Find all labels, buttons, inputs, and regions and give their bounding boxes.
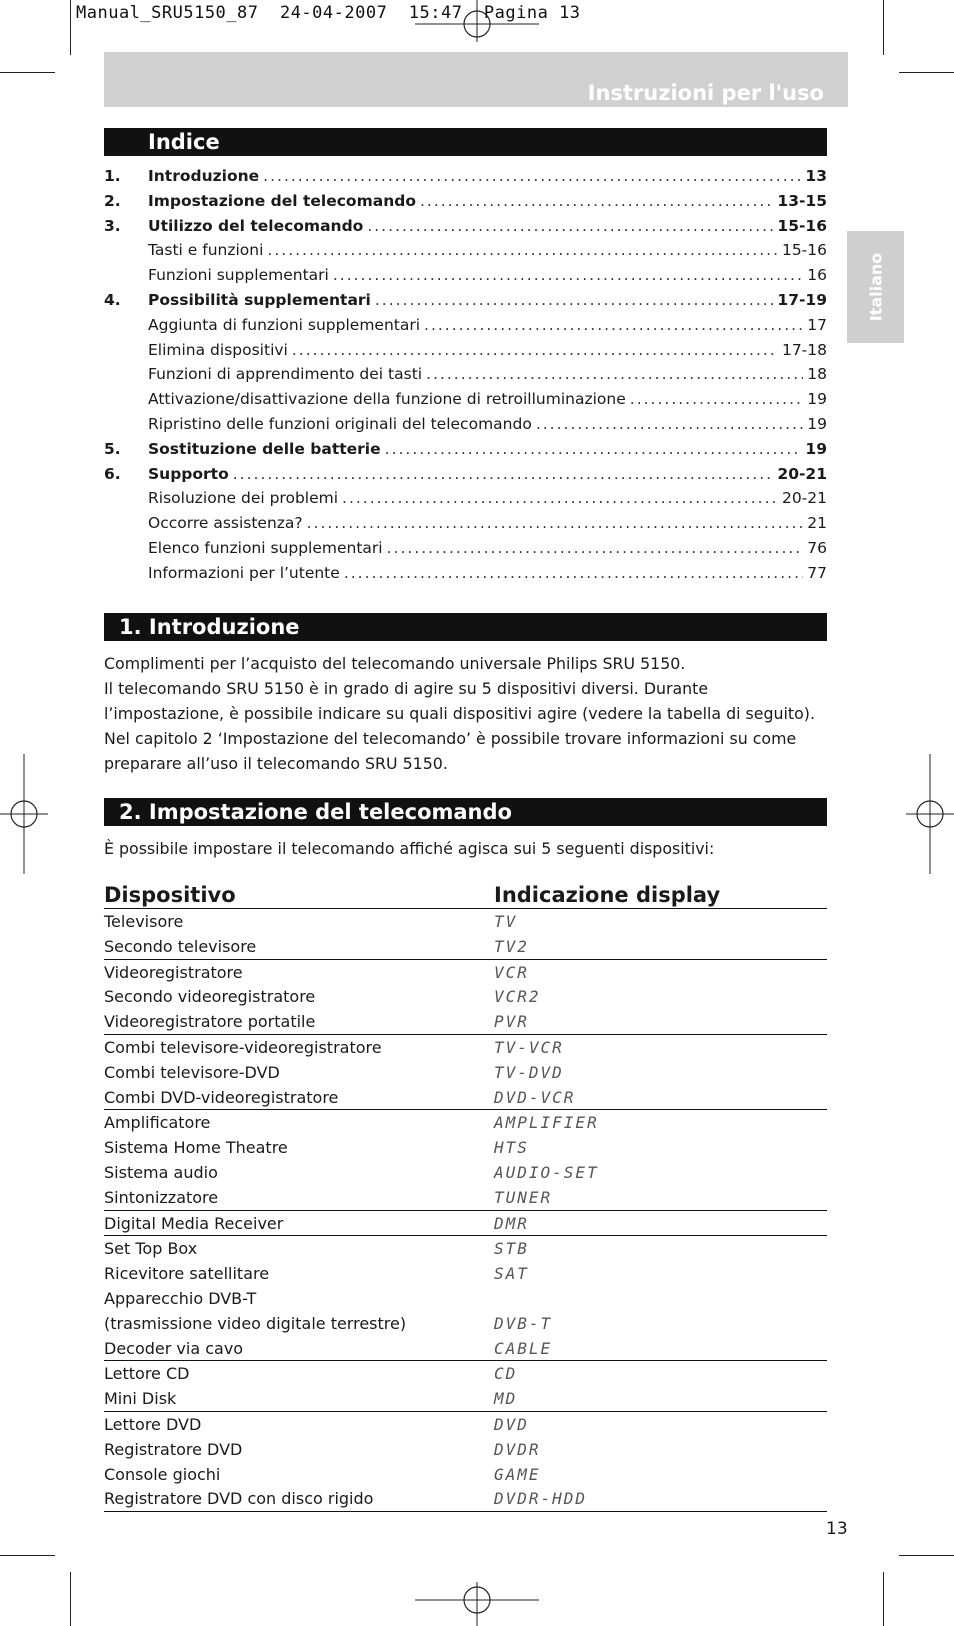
paragraph-line: Il telecomando SRU 5150 è in grado di agire su 5 dispositivi diversi. Durante	[104, 679, 709, 698]
table-row	[104, 1236, 827, 1261]
toc-entry	[104, 440, 827, 465]
device-name: Apparecchio DVB-T	[104, 1288, 257, 1308]
table-row	[104, 1311, 827, 1336]
toc-entry-page: 76	[807, 538, 827, 557]
table-row	[104, 1009, 827, 1034]
toc-leader-dots	[344, 564, 803, 582]
device-name: (trasmissione video digitale terrestre)	[104, 1313, 407, 1333]
toc-entry	[104, 241, 827, 266]
toc-entry	[104, 291, 827, 316]
toc-entry-title: Aggiunta di funzioni supplementari	[148, 315, 421, 334]
index-heading: Indice	[104, 128, 827, 156]
toc-entry	[104, 465, 827, 490]
toc-leader-dots	[630, 390, 804, 408]
display-indicator: MD	[494, 1389, 518, 1409]
device-name: Amplificatore	[104, 1113, 211, 1133]
toc-entry-page: 15-16	[781, 241, 827, 260]
toc-entry-page: 17-18	[781, 340, 827, 359]
table-row	[104, 1462, 827, 1487]
device-name: Sistema Home Theatre	[104, 1138, 288, 1158]
toc-entry-page: 16	[807, 266, 827, 285]
section-1-body	[104, 651, 834, 776]
registration-mark-icon	[0, 754, 48, 874]
device-name: Televisore	[104, 912, 184, 931]
table-of-contents	[104, 167, 827, 589]
toc-entry-title: Elimina dispositivi	[148, 340, 288, 359]
device-name: Combi televisore-videoregistratore	[104, 1037, 382, 1057]
header-title: Instruzioni per l'uso	[587, 81, 824, 105]
toc-entry	[104, 390, 827, 415]
display-indicator: GAME	[494, 1464, 541, 1484]
table-row	[104, 1160, 827, 1185]
toc-entry	[104, 365, 827, 390]
section-1-heading: 1. Introduzione	[104, 613, 827, 641]
toc-entry-number: 3.	[104, 216, 121, 235]
toc-entry-title: Funzioni di apprendimento dei tasti	[148, 365, 423, 384]
table-row	[104, 1035, 827, 1060]
toc-entry-title: Ripristino delle funzioni originali del telecomando	[148, 414, 532, 433]
toc-leader-dots	[342, 489, 778, 507]
table-row	[104, 1412, 827, 1437]
table-row	[104, 1336, 827, 1361]
crop-mark	[899, 1555, 954, 1556]
table-row	[104, 960, 827, 985]
crop-mark	[0, 1555, 55, 1556]
header-band	[104, 52, 848, 107]
device-group	[104, 1035, 827, 1110]
language-tab-label: Italiano	[866, 252, 885, 322]
device-name: Sintonizzatore	[104, 1187, 219, 1207]
toc-entry-number: 1.	[104, 167, 121, 185]
device-group	[104, 1361, 827, 1412]
device-name: Videoregistratore portatile	[104, 1012, 316, 1032]
print-slug: Manual_SRU5150_87 24-04-2007 15:47 Pagina 13	[76, 3, 581, 23]
table-row	[104, 1110, 827, 1135]
table-row	[104, 934, 827, 959]
display-indicator: AUDIO-SET	[494, 1162, 599, 1182]
display-indicator: VCR2	[494, 987, 541, 1007]
table-row	[104, 1135, 827, 1160]
toc-entry-title: Funzioni supplementari	[148, 266, 329, 285]
toc-leader-dots	[375, 291, 774, 309]
table-row	[104, 909, 827, 934]
toc-entry-page: 13-15	[777, 191, 827, 210]
device-group	[104, 1412, 827, 1512]
toc-entry-page: 20-21	[781, 489, 827, 508]
table-row	[104, 1361, 827, 1386]
toc-entry-number: 4.	[104, 290, 121, 309]
device-name: Console giochi	[104, 1464, 221, 1484]
display-indicator: TV	[494, 912, 518, 931]
registration-mark-icon	[906, 754, 954, 874]
toc-entry-number: 2.	[104, 191, 121, 210]
toc-entry	[104, 341, 827, 366]
toc-entry-title: Tasti e funzioni	[148, 241, 264, 260]
display-indicator: HTS	[494, 1138, 529, 1158]
toc-entry	[104, 489, 827, 514]
display-indicator: AMPLIFIER	[494, 1113, 599, 1133]
device-group	[104, 960, 827, 1035]
toc-entry-title: Impostazione del telecomando	[148, 191, 416, 210]
toc-entry	[104, 266, 827, 291]
display-indicator: DVDR	[494, 1439, 541, 1459]
toc-leader-dots	[292, 341, 778, 359]
display-indicator: TV2	[494, 936, 529, 956]
display-indicator: VCR	[494, 962, 529, 982]
toc-leader-dots	[233, 465, 774, 483]
toc-entry-page: 77	[807, 563, 827, 582]
column-header-device: Dispositivo	[104, 883, 236, 907]
toc-entry-title: Utilizzo del telecomando	[148, 216, 364, 235]
table-row	[104, 1261, 827, 1286]
display-indicator: TV-DVD	[494, 1062, 564, 1082]
display-indicator: DVDR-HDD	[494, 1489, 588, 1509]
toc-entry	[104, 415, 827, 440]
language-tab	[847, 231, 904, 343]
toc-entry-page: 18	[807, 365, 827, 384]
device-name: Registratore DVD	[104, 1439, 243, 1459]
toc-entry-title: Supporto	[148, 464, 229, 483]
device-name: Lettore CD	[104, 1364, 190, 1384]
toc-entry-page: 15-16	[777, 216, 827, 235]
toc-entry-title: Risoluzione dei problemi	[148, 489, 339, 508]
toc-leader-dots	[424, 316, 803, 334]
device-group	[104, 909, 827, 960]
toc-leader-dots	[420, 192, 773, 210]
toc-entry	[104, 192, 827, 217]
table-row	[104, 1060, 827, 1085]
toc-entry	[104, 316, 827, 341]
device-name: Ricevitore satellitare	[104, 1264, 270, 1284]
table-row	[104, 1486, 827, 1511]
toc-leader-dots	[385, 440, 802, 458]
crop-mark	[0, 72, 55, 73]
toc-entry	[104, 539, 827, 564]
crop-mark	[70, 1572, 71, 1626]
toc-leader-dots	[307, 514, 804, 532]
device-name: Decoder via cavo	[104, 1338, 244, 1358]
table-row	[104, 1085, 827, 1110]
paragraph-line: preparare all’uso il telecomando SRU 5150.	[104, 754, 448, 773]
toc-entry-page: 21	[807, 514, 827, 533]
device-name: Combi televisore-DVD	[104, 1062, 280, 1082]
toc-entry-title: Occorre assistenza?	[148, 514, 303, 533]
display-indicator: TUNER	[494, 1187, 553, 1207]
display-indicator: STB	[494, 1239, 529, 1259]
toc-entry-title: Elenco funzioni supplementari	[148, 538, 383, 557]
toc-entry-page: 13	[805, 167, 827, 185]
device-name: Sistema audio	[104, 1162, 218, 1182]
display-indicator: SAT	[494, 1264, 529, 1284]
table-row	[104, 984, 827, 1009]
toc-entry	[104, 217, 827, 242]
display-indicator: TV-VCR	[494, 1037, 564, 1057]
paragraph-line: Complimenti per l’acquisto del telecomando universale Philips SRU 5150.	[104, 654, 686, 673]
crop-mark	[883, 0, 884, 55]
device-group	[104, 1211, 827, 1237]
toc-entry-title: Possibilità supplementari	[148, 290, 371, 309]
section-2-intro: È possibile impostare il telecomando affiché agisca sui 5 seguenti dispositivi:	[104, 839, 715, 858]
toc-entry-title: Informazioni per l’utente	[148, 563, 340, 582]
display-indicator: CD	[494, 1364, 518, 1384]
toc-leader-dots	[367, 217, 773, 235]
crop-mark	[883, 1572, 884, 1626]
toc-entry-title: Attivazione/disattivazione della funzione di retroilluminazione	[148, 390, 626, 409]
toc-leader-dots	[263, 167, 801, 185]
device-table-header	[104, 880, 827, 909]
page-number: 13	[826, 1519, 848, 1539]
device-group	[104, 1236, 827, 1361]
display-indicator: DMR	[494, 1213, 529, 1233]
display-indicator: DVD	[494, 1414, 529, 1434]
table-row	[104, 1286, 827, 1311]
device-name: Mini Disk	[104, 1389, 177, 1409]
toc-entry	[104, 514, 827, 539]
display-indicator: CABLE	[494, 1338, 553, 1358]
toc-entry-page: 19	[807, 414, 827, 433]
paragraph-line: l’impostazione, è possibile indicare su quali dispositivi agire (vedere la tabella di seguito).	[104, 704, 815, 723]
toc-entry-page: 20-21	[777, 464, 827, 483]
device-name: Digital Media Receiver	[104, 1213, 284, 1233]
display-indicator: DVD-VCR	[494, 1087, 576, 1107]
crop-mark	[899, 72, 954, 73]
toc-entry	[104, 564, 827, 589]
toc-entry-page: 17-19	[777, 290, 827, 309]
toc-entry-title: Sostituzione delle batterie	[148, 439, 381, 458]
device-name: Combi DVD-videoregistratore	[104, 1087, 339, 1107]
toc-entry-number: 6.	[104, 464, 121, 483]
device-group	[104, 1110, 827, 1210]
registration-mark-icon	[415, 0, 539, 42]
toc-entry-page: 19	[807, 390, 827, 409]
column-header-display: Indicazione display	[494, 883, 721, 907]
device-name: Lettore DVD	[104, 1414, 202, 1434]
table-row	[104, 1211, 827, 1236]
toc-entry-number: 5.	[104, 439, 121, 458]
device-name: Registratore DVD con disco rigido	[104, 1489, 374, 1509]
toc-entry	[104, 167, 827, 192]
section-2-heading: 2. Impostazione del telecomando	[104, 798, 827, 826]
device-name: Secondo videoregistratore	[104, 987, 316, 1007]
paragraph-line: Nel capitolo 2 ‘Impostazione del telecomando’ è possibile trovare informazioni su come	[104, 729, 797, 748]
device-name: Set Top Box	[104, 1239, 198, 1259]
display-indicator: PVR	[494, 1012, 529, 1032]
toc-leader-dots	[536, 415, 803, 433]
display-indicator	[494, 1286, 827, 1311]
table-row	[104, 1437, 827, 1462]
table-row	[104, 1185, 827, 1210]
device-name: Secondo televisore	[104, 936, 257, 956]
toc-entry-page: 19	[805, 439, 827, 458]
toc-leader-dots	[267, 241, 778, 259]
toc-entry-title: Introduzione	[148, 167, 260, 185]
toc-leader-dots	[387, 539, 804, 557]
toc-leader-dots	[333, 266, 803, 284]
table-row	[104, 1386, 827, 1411]
crop-mark	[70, 0, 71, 55]
device-table	[104, 880, 827, 1512]
display-indicator: DVB-T	[494, 1313, 553, 1333]
toc-leader-dots	[426, 365, 803, 383]
device-name: Videoregistratore	[104, 962, 243, 982]
registration-mark-icon	[415, 1582, 539, 1626]
toc-entry-page: 17	[807, 315, 827, 334]
